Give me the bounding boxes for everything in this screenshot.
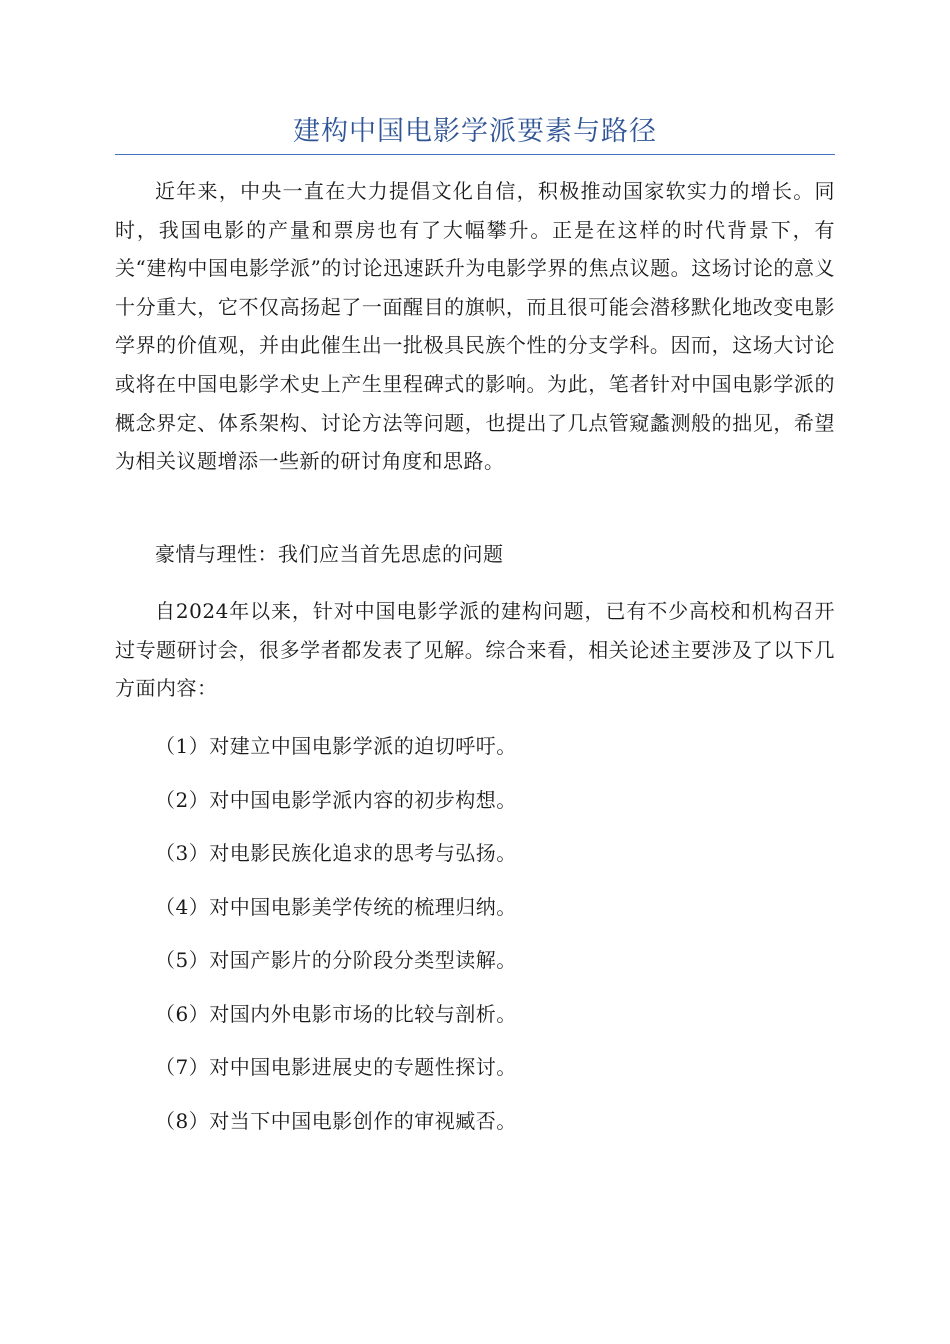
list-item: （4）对中国电影美学传统的梳理归纳。 — [155, 894, 517, 919]
list-item: （2）对中国电影学派内容的初步构想。 — [155, 787, 517, 812]
list-item: （6）对国内外电影市场的比较与剖析。 — [155, 1001, 517, 1026]
list-item: （1）对建立中国电影学派的迫切呼吁。 — [155, 734, 517, 758]
list-item: （8）对当下中国电影创作的审视臧否。 — [155, 1108, 517, 1133]
section-heading: 豪情与理性：我们应当首先思虑的问题 — [155, 542, 504, 566]
list-item: （7）对中国电影进展史的专题性探讨。 — [155, 1055, 517, 1079]
document-title: 建构中国电影学派要素与路径 — [293, 116, 657, 147]
content-list — [155, 720, 835, 1148]
list-item: （3）对电影民族化追求的思考与弘扬。 — [155, 841, 517, 865]
body-paragraph: 自2024年以来，针对中国电影学派的建构问题，已有不少高校和机构召开过专题研讨会，很多学者都发表了见解。综合来看，相关论述主要涉及了以下几方面内容： — [115, 599, 835, 701]
title-underline — [115, 154, 835, 155]
intro-paragraph: 近年来，中央一直在大力提倡文化自信，积极推动国家软实力的增长。同时，我国电影的产量和票房也有了大幅攀升。正是在这样的时代背景下，有关“建构中国电影学派”的讨论迅速跃升为电影学界的焦点议题。这场讨论的意义十分重大，它不仅高扬起了一面醒目的旗帜，而且很可能会潜移默化地改变电影学界的价值观，并由此催生出一批极具民族个性的分支学科。因而，这场大讨论或将在中国电影学术史上产生里程碑式的影响。为此，笔者针对中国电影学派的概念界定、体系架构、讨论方法等问题，也提出了几点管窥蠡测般的拙见，希望为相关议题增添一些新的研讨角度和思路。 — [115, 179, 835, 474]
list-item: （5）对国产影片的分阶段分类型读解。 — [155, 948, 517, 972]
